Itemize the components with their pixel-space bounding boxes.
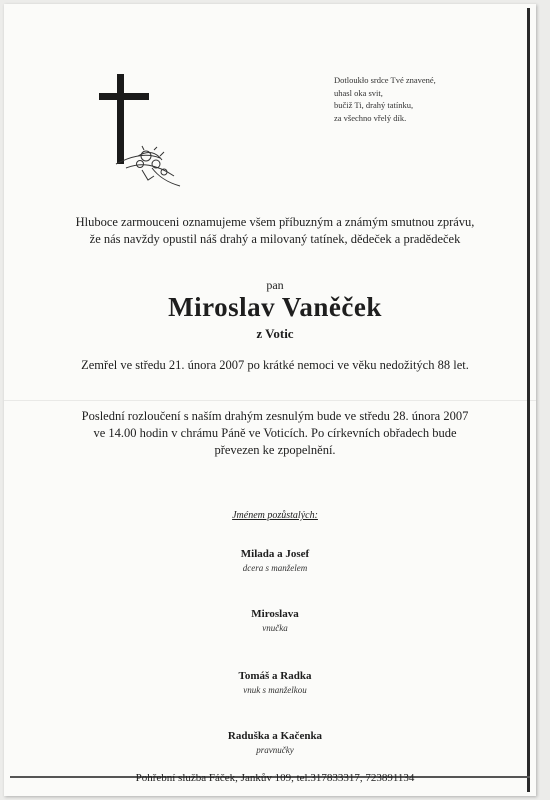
funeral-line: ve 14.00 hodin v chrámu Páně ve Voticích. Po církevních obřadech bude <box>93 426 457 440</box>
death-statement: Zemřel ve středu 21. února 2007 po krátké nemoci ve věku nedožitých 88 let. <box>81 358 469 372</box>
mourner-name: Tomáš a Radka <box>238 670 312 682</box>
mourner-entry <box>40 670 510 695</box>
announcement-intro <box>40 214 510 248</box>
intro-line: že nás navždy opustil náš drahý a milovaný tatínek, dědeček a pradědeček <box>89 232 461 246</box>
memorial-poem <box>334 74 524 124</box>
mourner-entry <box>40 548 510 573</box>
mourner-relation: dcera s manželem <box>242 563 308 573</box>
deceased-name: Miroslav Vaněček <box>168 292 382 322</box>
mourner-relation: vnuk s manželkou <box>243 685 307 695</box>
fold-line <box>4 400 536 401</box>
funeral-line: převezen ke zpopelnění. <box>214 443 336 457</box>
poem-line: bučiž Ti, drahý tatínku, <box>334 100 414 110</box>
funeral-line: Poslední rozloučení s naším drahým zesnulým bude ve středu 28. února 2007 <box>81 409 469 423</box>
mourner-name: Milada a Josef <box>240 548 310 560</box>
funeral-service-footer: Pohřební služba Fáček, Jankův 109, tel.317833317, 723891134 <box>135 772 415 784</box>
poem-line: Dotloukło srdce Tvé znavené, <box>334 75 436 85</box>
mourner-relation: vnučka <box>262 623 288 633</box>
honorific: pan <box>266 278 284 292</box>
mourner-name: Raduška a Kačenka <box>227 730 323 742</box>
funeral-details <box>40 408 510 459</box>
mourners-heading: Jménem pozůstalých: <box>232 510 318 521</box>
cross-icon <box>96 72 206 202</box>
mourner-relation: pravnučky <box>256 745 294 755</box>
intro-line: Hluboce zarmouceni oznamujeme všem příbuzným a známým smutnou zprávu, <box>75 215 475 229</box>
border-line-right <box>527 8 530 792</box>
poem-line: za všechno vřelý dík. <box>334 112 407 123</box>
flower-bouquet-icon <box>116 146 180 186</box>
deceased-origin: z Votic <box>256 326 294 341</box>
mourner-entry <box>40 730 510 755</box>
mourner-entry <box>40 608 510 633</box>
mourner-name: Miroslava <box>251 608 299 620</box>
poem-line: uhasl oka svit, <box>334 87 383 98</box>
